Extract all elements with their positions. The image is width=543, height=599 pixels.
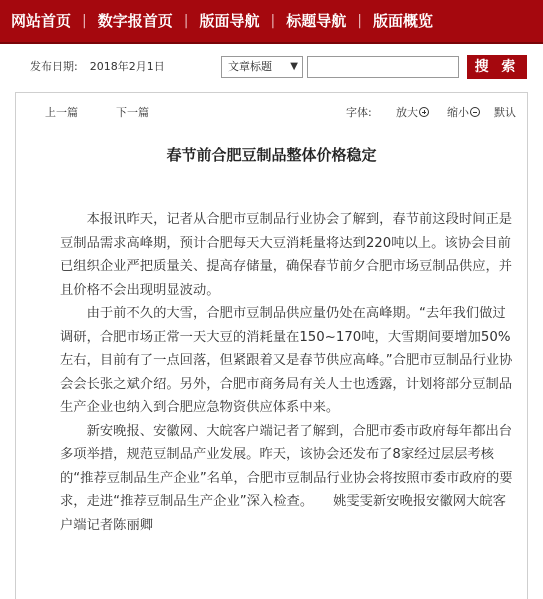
article-title: 春节前合肥豆制品整体价格稳定	[166, 146, 377, 164]
nav-separator: |	[357, 13, 362, 29]
nav-digital-home[interactable]: 数字报首页	[97, 12, 173, 30]
zoom-in-icon	[419, 107, 429, 117]
zoom-in-label: 放大	[396, 106, 418, 119]
nav-separator: |	[270, 13, 276, 29]
font-size-label: 字体:	[346, 106, 372, 119]
nav-page-overview[interactable]: 版面概览	[372, 12, 433, 30]
zoom-in-button[interactable]	[396, 104, 429, 120]
publish-date-label: 发布日期:	[30, 60, 78, 73]
next-article-link[interactable]: 下一篇	[116, 106, 149, 119]
nav-separator: |	[82, 13, 87, 29]
nav-home[interactable]: 网站首页	[11, 12, 72, 30]
article-body	[60, 208, 516, 537]
article-paragraph: 由于前不久的大雪，合肥市豆制品供应量仍处在高峰期。“去年我们做过调研，合肥市场正常一天大豆的消耗量在150~170吨，大雪期间要增加50%左右，目前有了一点回落，但紧跟着又是春节供应高峰。”合肥市豆制品行业协会会长张之斌介绍。另外，合肥市商务局有关人士也透露，计划将部分豆制品生产企业也纳入到合肥应急物资供应体系中来。	[60, 306, 513, 415]
zoom-out-button[interactable]	[447, 104, 480, 120]
dropdown-arrow-icon: ▼	[290, 61, 298, 72]
nav-separator: |	[183, 13, 189, 29]
article-container	[15, 92, 528, 599]
default-size-button[interactable]	[494, 104, 516, 120]
top-navigation-bar	[0, 0, 543, 44]
nav-title-navigation[interactable]: 标题导航	[286, 12, 347, 30]
zoom-out-icon	[470, 107, 480, 117]
search-field-select-value: 文章标题	[228, 60, 272, 73]
previous-article-link[interactable]: 上一篇	[45, 106, 78, 119]
search-bar	[0, 50, 543, 84]
search-field-select[interactable]	[221, 56, 303, 78]
default-size-label: 默认	[494, 106, 516, 119]
search-button[interactable]: 搜 索	[467, 55, 527, 79]
publish-date	[30, 58, 177, 74]
article-paragraph: 本报讯昨天，记者从合肥市豆制品行业协会了解到，春节前这段时间正是豆制品需求高峰期，预计合肥每天大豆消耗量将达到220吨以上。该协会目前已组织企业严把质量关、提高存储量，确保春节前夕合肥市场豆制品供应，并且价格不会出现明显波动。	[60, 212, 513, 298]
publish-date-value: 2018年2月1日	[89, 60, 165, 73]
zoom-out-label: 缩小	[447, 106, 469, 119]
search-input[interactable]	[307, 56, 459, 78]
nav-page-navigation[interactable]: 版面导航	[199, 12, 260, 30]
article-toolbar	[16, 93, 527, 127]
article-paragraph: 新安晚报、安徽网、大皖客户端记者了解到，合肥市委市政府每年都出台多项举措，规范豆制品产业发展。昨天，该协会还发布了8家经过层层考核的“推荐豆制品生产企业”名单，合肥市豆制品行业协会将按照市委市政府的要求，走进“推荐豆制品生产企业”深入检查。 姚雯雯新安晚报安徽网大皖客户端记者陈丽卿	[60, 423, 513, 533]
